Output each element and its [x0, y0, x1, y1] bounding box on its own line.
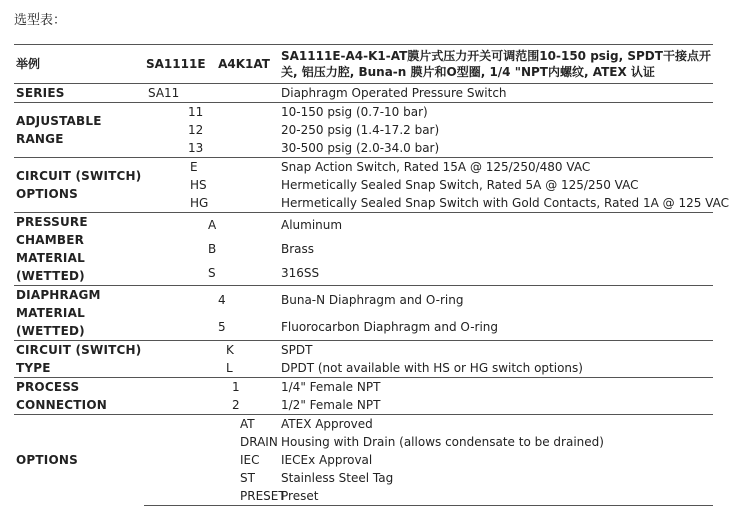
option-description: 1/4" Female NPT [279, 378, 713, 397]
option-code: HS [190, 178, 207, 192]
category-label: PRESSURE CHAMBER MATERIAL (WETTED) [14, 213, 144, 286]
option-description: Snap Action Switch, Rated 15A @ 125/250/480 VAC [279, 158, 713, 177]
table-row [14, 286, 713, 314]
table-row [14, 103, 713, 122]
option-code: B [208, 241, 217, 256]
option-description: Hermetically Sealed Snap Switch with Gold Contacts, Rated 1A @ 125 VAC [281, 196, 729, 210]
option-code: S [208, 265, 216, 280]
option-description: Stainless Steel Tag [281, 471, 394, 485]
table-row [14, 158, 713, 177]
option-description: IECEx Approval [281, 453, 373, 467]
header-example-code [144, 45, 279, 84]
option-code: A [144, 213, 279, 238]
option-code: 12 [188, 123, 204, 137]
option-description: Preset [279, 487, 713, 506]
page-title: 选型表： [14, 13, 67, 28]
option-description: Housing with Drain (allows condensate to be drained) [281, 435, 604, 449]
option-description: 316SS [281, 265, 320, 280]
category-label: DIAPHRAGM MATERIAL (WETTED) [14, 286, 144, 341]
option-code: 13 [188, 141, 204, 155]
header-code-series: SA1111E [146, 57, 206, 71]
option-code: 5 [218, 319, 226, 334]
option-code: K [144, 341, 279, 360]
category-label: PROCESS CONNECTION [14, 378, 144, 415]
category-label: CIRCUIT (SWITCH) TYPE [14, 341, 144, 378]
option-description: Diaphragm Operated Pressure Switch [279, 84, 713, 103]
category-label: OPTIONS [14, 415, 144, 506]
category-label: ADJUSTABLE RANGE [14, 103, 144, 158]
option-code: 11 [144, 103, 279, 122]
option-code: DRAIN [240, 435, 278, 449]
option-description: Hermetically Sealed Snap Switch, Rated 5A @ 125/250 VAC [281, 178, 639, 192]
option-code: AT [144, 415, 279, 434]
option-description: Buna-N Diaphragm and O-ring [279, 286, 713, 314]
category-label: SERIES [14, 84, 144, 103]
table-row [14, 415, 713, 434]
table-row [14, 341, 713, 360]
option-code: L [226, 361, 233, 375]
header-row [14, 45, 713, 84]
option-code: 2 [232, 398, 240, 412]
category-label: CIRCUIT (SWITCH) OPTIONS [14, 158, 144, 213]
option-description: 10-150 psig (0.7-10 bar) [279, 103, 713, 122]
option-description: Fluorocarbon Diaphragm and O-ring [281, 319, 499, 334]
option-code: 1 [144, 378, 279, 397]
model-selection-table [14, 44, 729, 506]
option-code: PRESET [144, 487, 279, 506]
table-row [14, 84, 713, 103]
option-description: 30-500 psig (2.0-34.0 bar) [281, 141, 440, 155]
option-description: 1/2" Female NPT [281, 398, 381, 412]
table-row [14, 213, 713, 238]
option-description: ATEX Approved [279, 415, 713, 434]
header-code-suffix: A4K1AT [218, 57, 270, 71]
option-code: HG [190, 196, 209, 210]
table-row [14, 378, 713, 397]
option-description: Brass [281, 241, 315, 256]
option-code: E [144, 158, 279, 177]
option-description: SPDT [279, 341, 713, 360]
option-description: DPDT (not available with HS or HG switch options) [281, 361, 583, 375]
option-code: SA11 [144, 84, 279, 103]
option-description: 20-250 psig (1.4-17.2 bar) [281, 123, 440, 137]
option-code: ST [240, 471, 255, 485]
header-example-label: 举例 [14, 45, 144, 84]
option-code: IEC [240, 453, 260, 467]
option-description: Aluminum [279, 213, 713, 238]
option-code: 4 [144, 286, 279, 314]
header-example-description: SA1111E-A4-K1-AT膜片式压力开关可调范围10-150 psig, SPDT干接点开关, 铝压力腔, Buna-n 膜片和O型圈, 1/4 "NPT内螺纹, ATEX 认证 [279, 45, 713, 84]
